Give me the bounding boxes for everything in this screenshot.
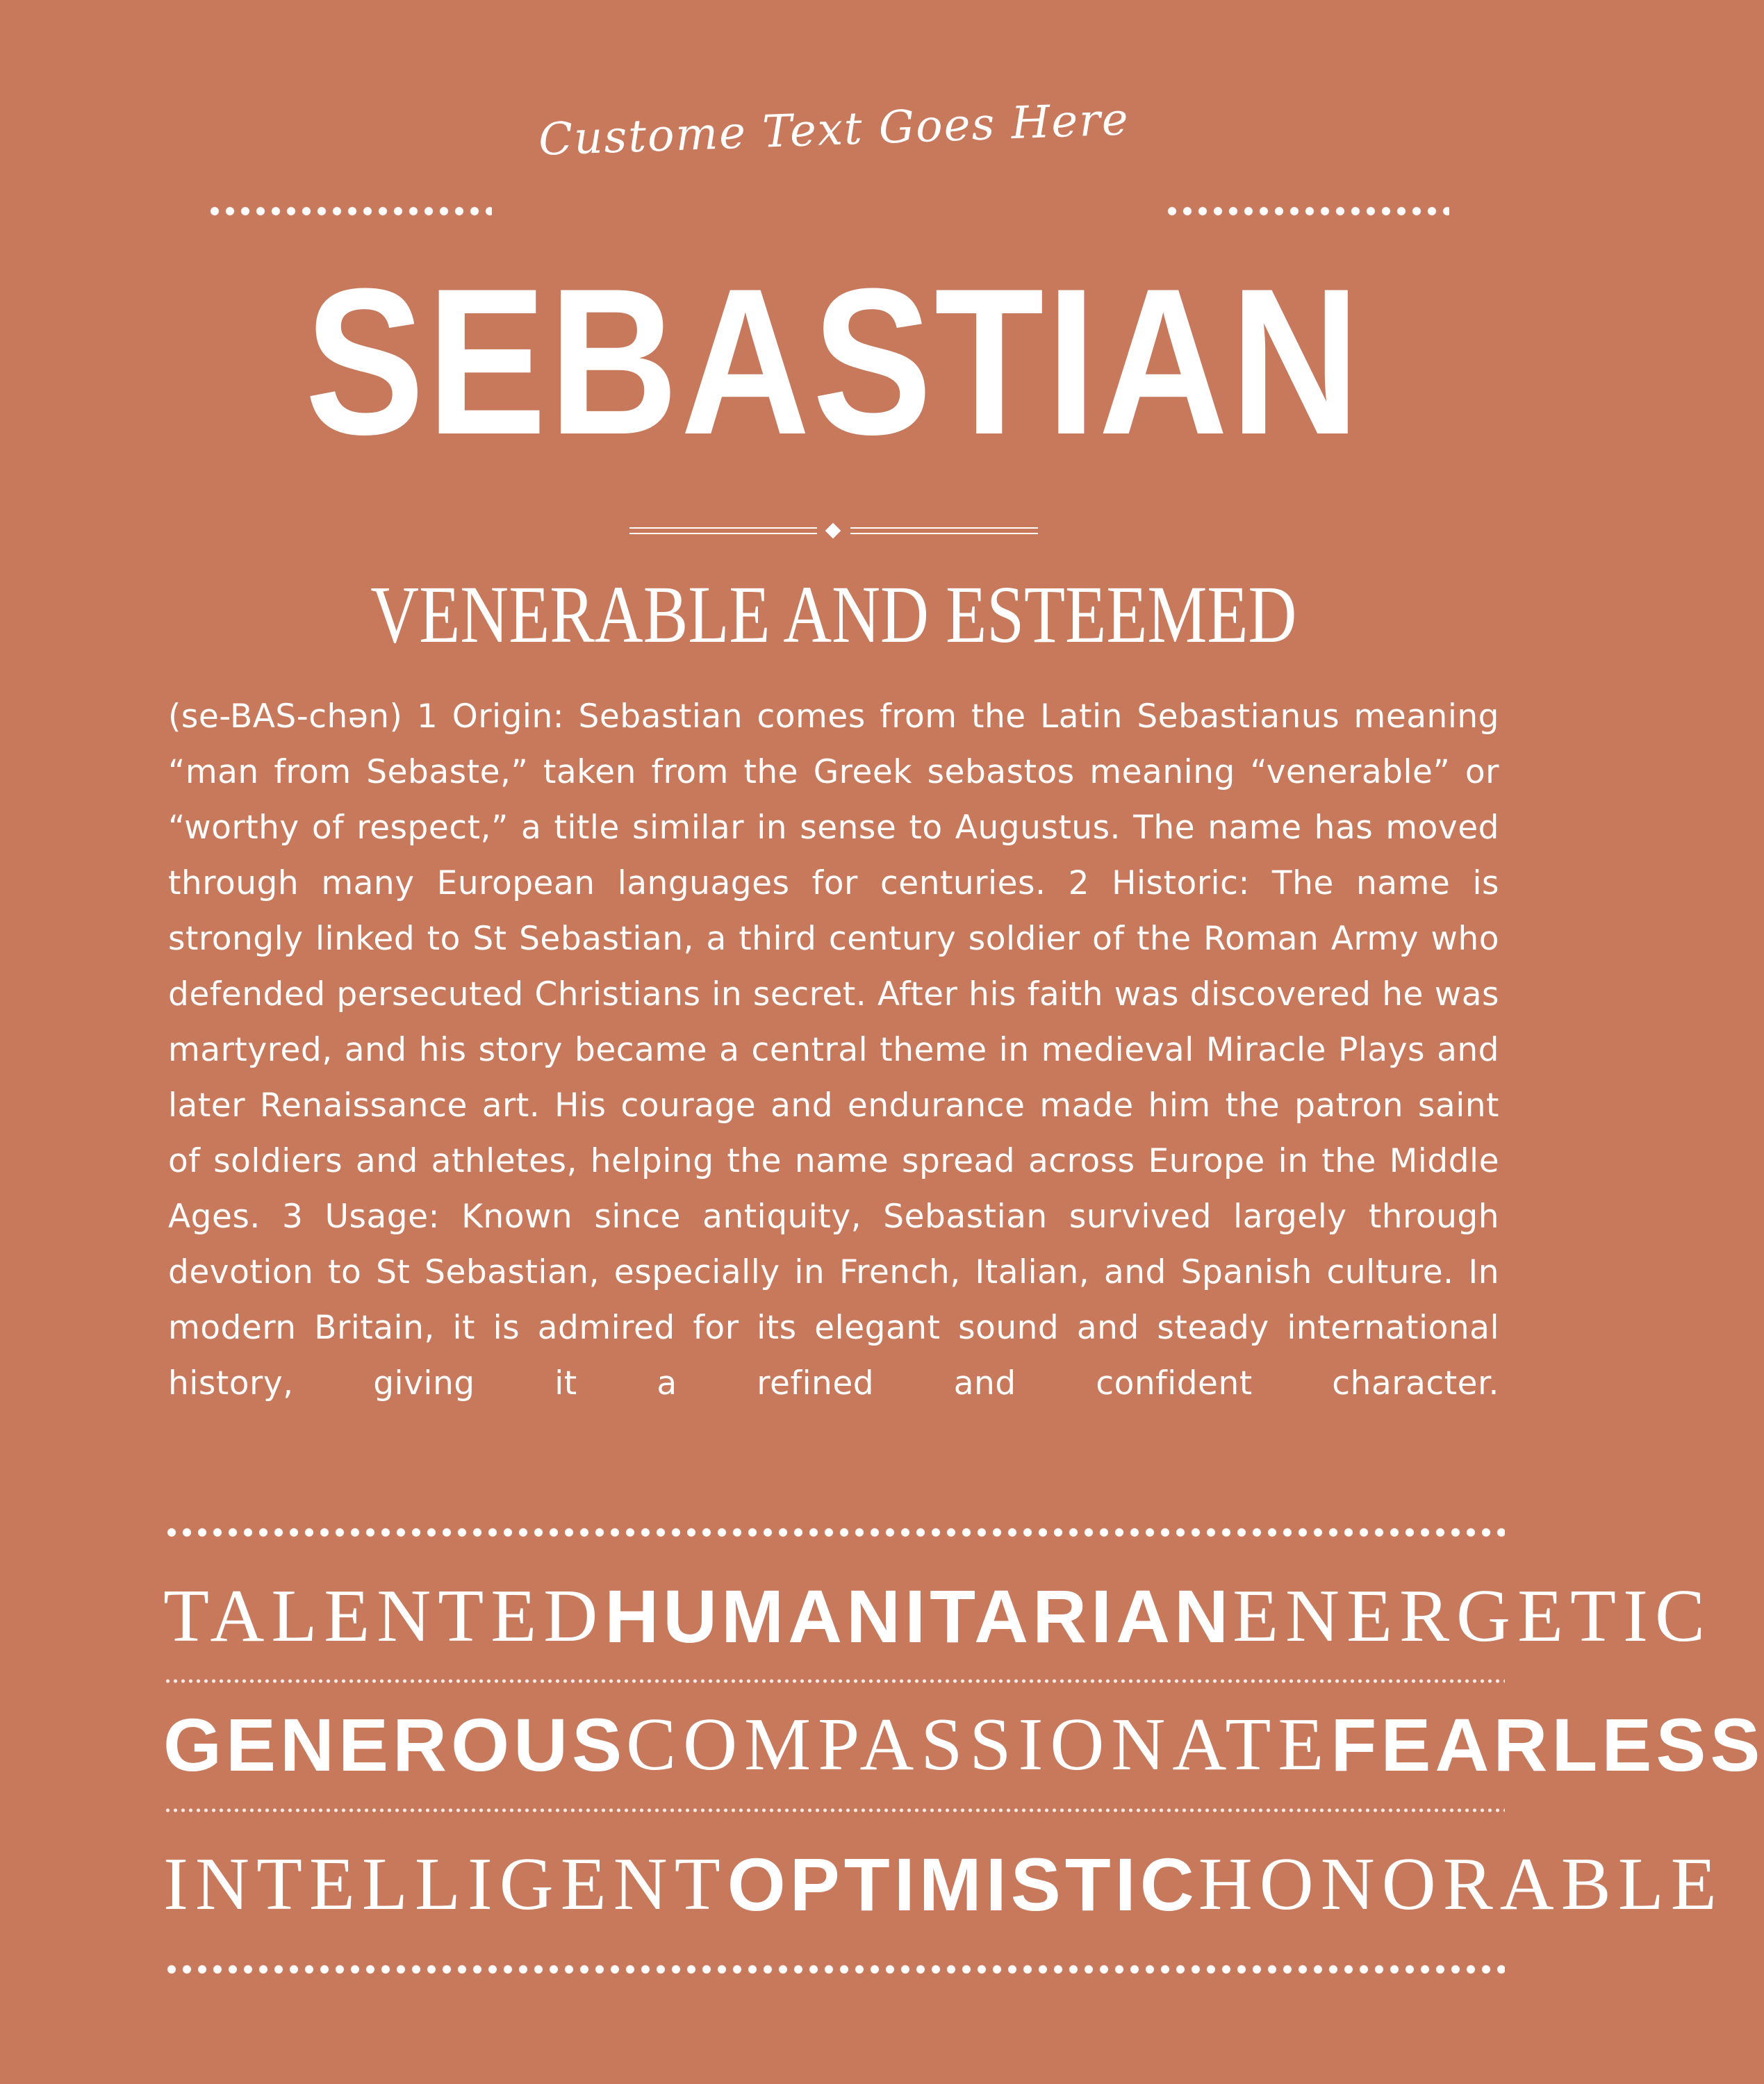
trait-word: ENERGETIC xyxy=(1233,1575,1712,1657)
trait-word: OPTIMISTIC xyxy=(727,1842,1198,1926)
top-left-dotted-rule xyxy=(207,206,492,216)
trait-word: TALENTED xyxy=(163,1575,605,1657)
trait-word: INTELLIGENT xyxy=(163,1843,727,1926)
top-right-dotted-rule xyxy=(1164,206,1449,216)
trait-word: HUMANITARIAN xyxy=(604,1574,1233,1658)
traits-top-dotted-rule xyxy=(164,1528,1505,1537)
custom-text: Custome Text Goes Here xyxy=(537,94,1130,166)
traits-bottom-dotted-rule xyxy=(164,1965,1505,1974)
meaning-subtitle: VENERABLE AND ESTEEMED xyxy=(370,569,1297,660)
trait-word: COMPASSIONATE xyxy=(626,1703,1331,1786)
name-description: (se-BAS-chən) 1 Origin: Sebastian comes from the Latin Sebastianus meaning “man from Sebaste,” taken from the Greek sebastos meaning “venerable” or “worthy of respect,” a title similar in sense to Augustus. The name has moved through many European languages for centuries. 2 Historic: The name is strongly linked to St Sebastian, a third century soldier of the Roman Army who defended persecuted Christians in secret. After his faith was discovered he was martyred, and his story became a central theme in medieval Miracle Plays and later Renaissance art. His courage and endurance made him the patron saint of soldiers and athletes, helping the name spread across Europe in the Middle Ages. 3 Usage: Known since antiquity, Sebastian survived largely through devotion to St Sebastian, especially in French, Italian, and Spanish culture. In modern Britain, it is admired for its elegant sound and steady international history, giving it a refined and confident character. xyxy=(168,697,1499,1403)
name-title: SEBASTIAN xyxy=(305,245,1362,478)
divider-left xyxy=(629,527,817,534)
trait-row-1 xyxy=(163,1571,1712,1662)
trait-word: GENEROUS xyxy=(163,1703,627,1787)
traits-separator-2 xyxy=(164,1808,1505,1812)
divider-diamond xyxy=(825,523,841,539)
trait-word: FEARLESS xyxy=(1330,1703,1764,1787)
divider-right xyxy=(850,527,1038,534)
trait-word: HONORABLE xyxy=(1198,1843,1724,1926)
traits-separator-1 xyxy=(164,1679,1505,1683)
trait-row-2 xyxy=(163,1700,1764,1790)
trait-row-3 xyxy=(163,1839,1724,1930)
